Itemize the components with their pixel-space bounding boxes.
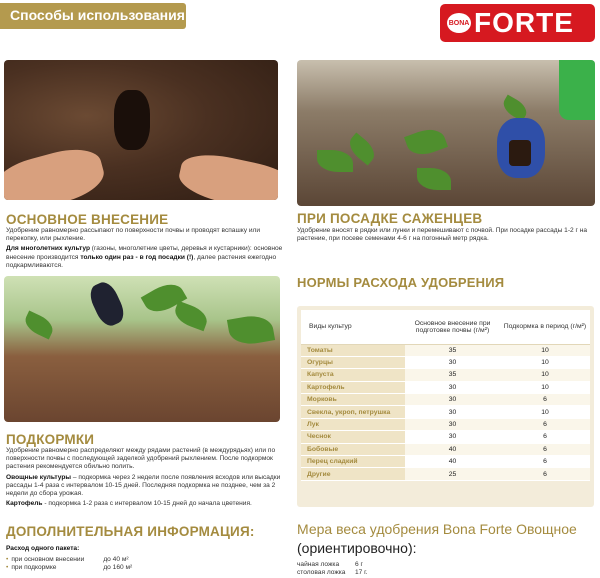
logo-bona-badge: BONA — [447, 13, 471, 33]
section-title-feeding: ПОДКОРМКИ — [6, 432, 95, 447]
feeding-rate-cell: 6 — [500, 443, 590, 455]
crop-name-cell: Другие — [301, 468, 405, 480]
crop-name-cell: Томаты — [301, 344, 405, 356]
col-header-crop: Виды культур — [301, 310, 405, 344]
header-title: Способы использования — [10, 7, 185, 23]
feeding-rate-cell: 10 — [500, 356, 590, 368]
feeding-rate-cell: 6 — [500, 431, 590, 443]
section-title-norms: НОРМЫ РАСХОДА УДОБРЕНИЯ — [297, 275, 505, 290]
feeding-rate-cell: 10 — [500, 406, 590, 418]
main-rate-cell: 40 — [405, 456, 500, 468]
table-row — [301, 431, 590, 443]
crop-name-cell: Картофель — [301, 381, 405, 393]
seedlings-paragraph: Удобрение вносят в рядки или лунки и перемешивают с почвой. При посадке рассады 1-2 г на растение, при посеве семенами 4-6 г на погонный метр рядка. — [297, 227, 588, 243]
crop-name-cell: Морковь — [301, 394, 405, 406]
main-paragraph-2: Для многолетних культур (газоны, многолетние цветы, деревья и кустарники): основное внесение производится только один раз - в год посадки (!), далее растения ежегодно подкармливаются. — [6, 245, 283, 269]
feeding-rate-cell: 6 — [500, 394, 590, 406]
feeding-rate-cell: 10 — [500, 381, 590, 393]
main-rate-cell: 30 — [405, 381, 500, 393]
extra-list — [6, 556, 206, 572]
table-row — [301, 344, 590, 356]
table-row — [301, 381, 590, 393]
extra-row: • при подкормке до 160 м² — [6, 564, 133, 572]
crop-name-cell: Свекла, укроп, петрушка — [301, 406, 405, 418]
table-row — [301, 456, 590, 468]
feeding-paragraph-1: Удобрение равномерно распределяют между рядами растений (в междурядьях) или по поверхности почвы с последующей заделкой удобрений рыхлением. После подкормок растения рекомендуется обильно полить. — [6, 447, 276, 471]
col-header-main: Основное внесение при подготовке почвы (г/м²) — [405, 310, 500, 344]
crop-name-cell: Перец сладкий — [301, 456, 405, 468]
main-rate-cell: 30 — [405, 418, 500, 430]
measure-row: чайная ложка 6 г — [297, 561, 363, 568]
table-row — [301, 356, 590, 368]
extra-row: • при основном внесении до 40 м² — [6, 556, 129, 563]
table-row — [301, 406, 590, 418]
main-paragraph-1: Удобрение равномерно рассыпают по поверхности почвы и проводят вспашку или перекопку, или рыхление. — [6, 227, 261, 243]
section-feeding-text — [6, 447, 288, 508]
photo-soil-hands — [4, 60, 278, 200]
feeding-paragraph-2: Овощные культуры – подкормка через 2 недели после появления всходов или высадки рассады 1-4 раза с интервалом 10-15 дней. Последняя подкормка не позднее, чем за 2 недели до сбора урожая. — [6, 473, 281, 498]
table-header-row — [301, 310, 590, 344]
crop-name-cell: Лук — [301, 418, 405, 430]
section-title-main: ОСНОВНОЕ ВНЕСЕНИЕ — [6, 212, 169, 227]
measure-title: Мера веса удобрения Bona Forte Овощное — [297, 521, 577, 537]
main-rate-cell: 30 — [405, 394, 500, 406]
table-row — [301, 418, 590, 430]
table-row — [301, 369, 590, 381]
crop-name-cell: Чеснок — [301, 431, 405, 443]
main-rate-cell: 40 — [405, 443, 500, 455]
feeding-rate-cell: 10 — [500, 344, 590, 356]
table-row — [301, 468, 590, 480]
photo-planting-seedlings — [297, 60, 595, 206]
crop-name-cell: Бобовые — [301, 443, 405, 455]
main-rate-cell: 30 — [405, 431, 500, 443]
feeding-rate-cell: 6 — [500, 418, 590, 430]
feeding-rate-cell: 6 — [500, 468, 590, 480]
norms-table — [301, 310, 590, 481]
logo-forte-text: FORTE — [474, 7, 574, 38]
main-rate-cell: 25 — [405, 468, 500, 480]
header-banner — [0, 3, 186, 29]
section-main-text — [6, 227, 286, 270]
feeding-rate-cell: 6 — [500, 456, 590, 468]
main-rate-cell: 30 — [405, 406, 500, 418]
main-rate-cell: 35 — [405, 369, 500, 381]
norms-table-panel — [297, 306, 594, 507]
col-header-feeding: Подкормка в период (г/м²) — [500, 310, 590, 344]
feeding-paragraph-3: Картофель - подкормка 1-2 раза с интервалом 10-15 дней до начала цветения. — [6, 500, 252, 508]
section-title-extra: ДОПОЛНИТЕЛЬНАЯ ИНФОРМАЦИЯ: — [6, 524, 255, 539]
main-rate-cell: 30 — [405, 356, 500, 368]
crop-name-cell: Капуста — [301, 369, 405, 381]
photo-feeding-soil — [4, 276, 280, 422]
table-row — [301, 443, 590, 455]
measure-row: столовая ложка 17 г. — [297, 569, 368, 577]
bona-forte-logo — [440, 4, 595, 42]
table-row — [301, 394, 590, 406]
crop-name-cell: Огурцы — [301, 356, 405, 368]
main-rate-cell: 35 — [405, 344, 500, 356]
section-title-seedlings: ПРИ ПОСАДКЕ САЖЕНЦЕВ — [297, 211, 483, 226]
feeding-rate-cell: 10 — [500, 369, 590, 381]
measure-subtitle: (ориентировочно): — [297, 540, 417, 556]
measure-list — [297, 561, 417, 577]
extra-subtitle: Расход одного пакета: — [6, 545, 80, 552]
